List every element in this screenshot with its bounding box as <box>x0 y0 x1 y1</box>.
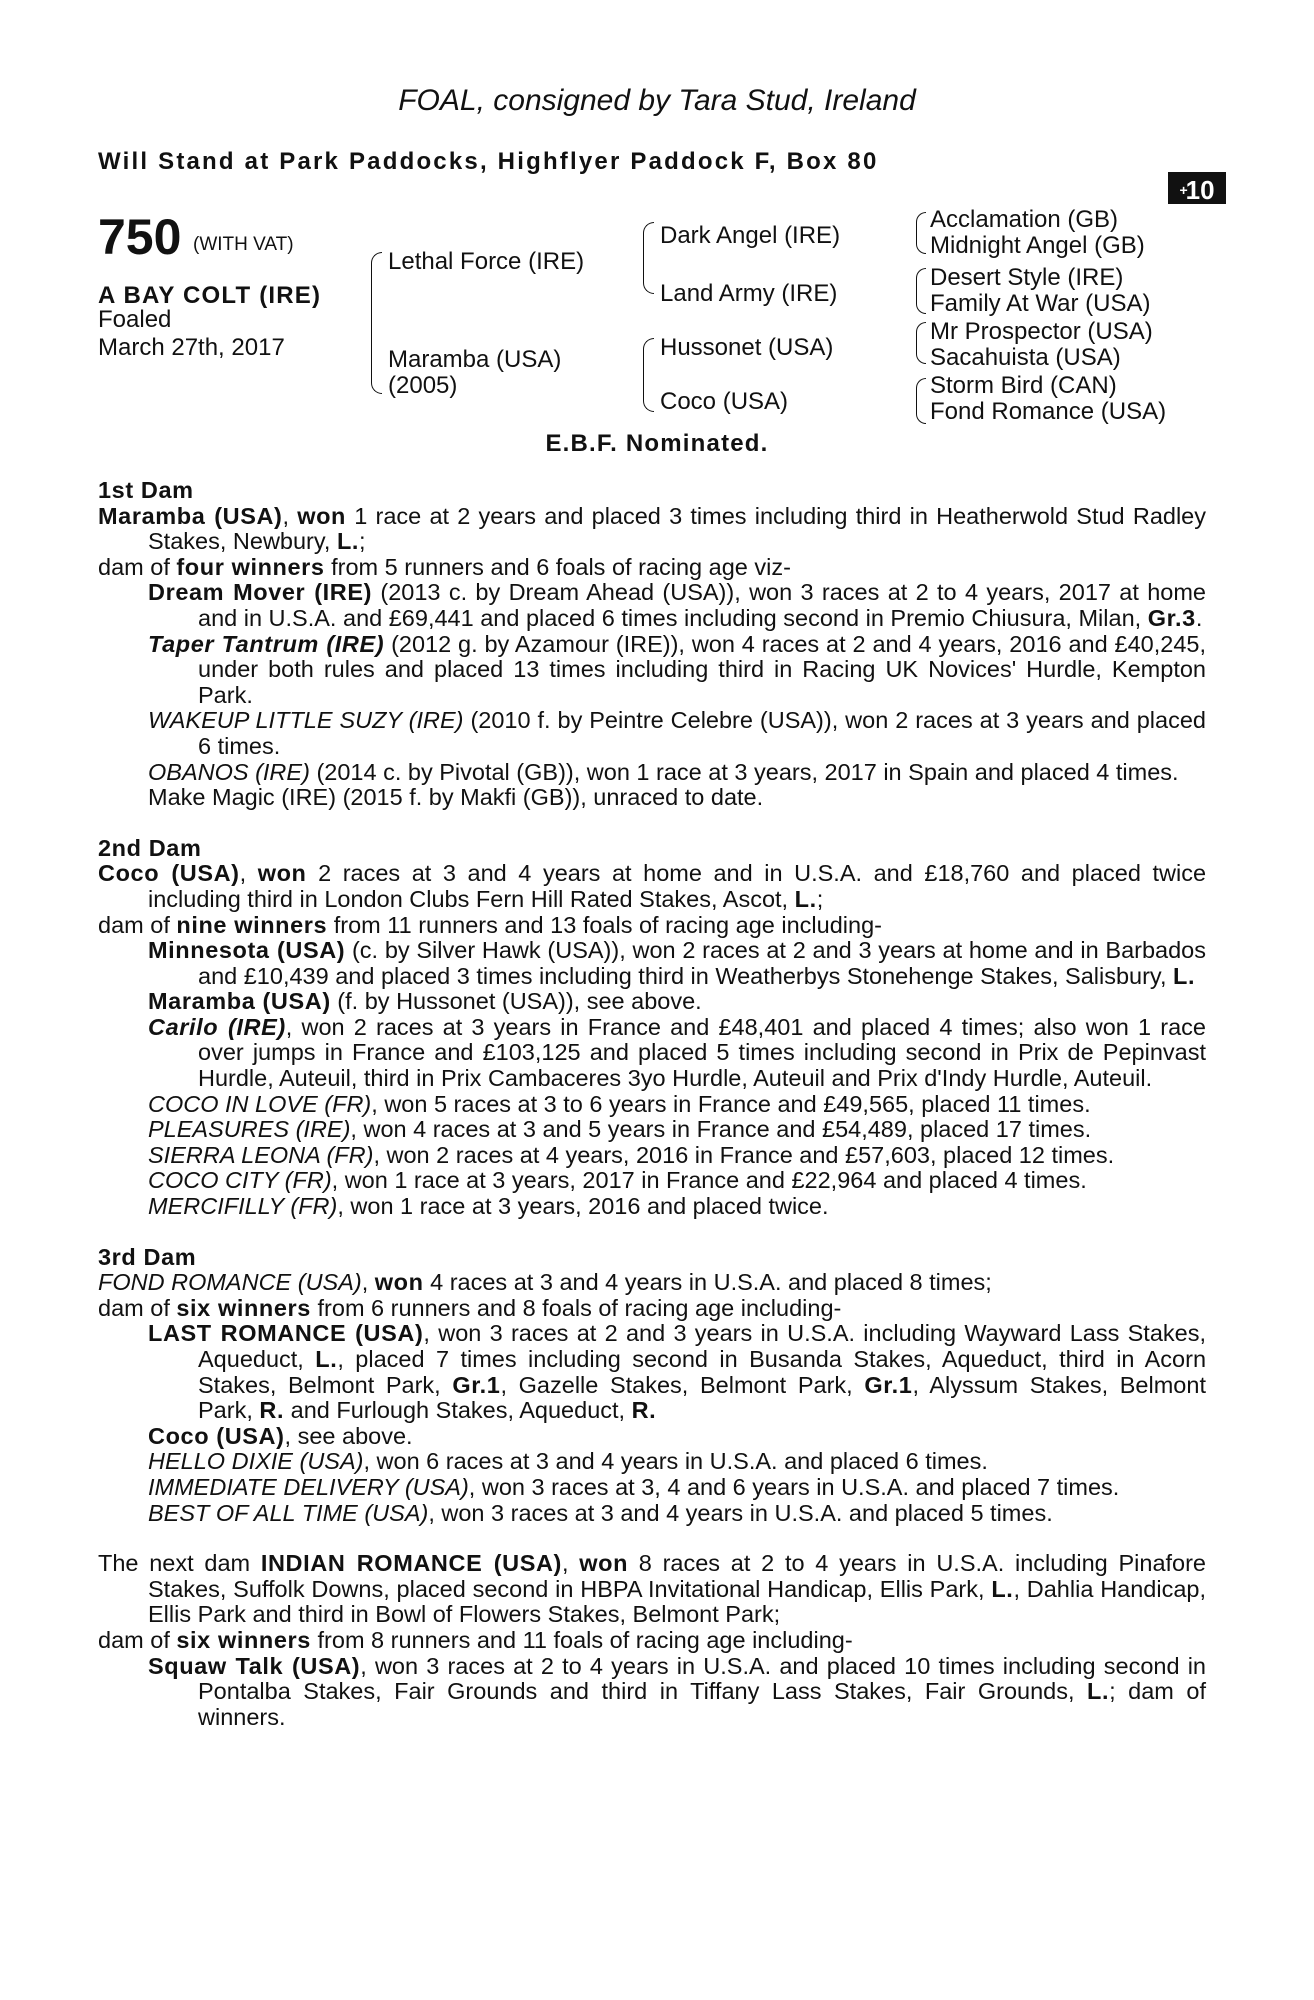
third-dam-of: dam of <box>98 1294 177 1321</box>
progeny-text: (2013 c. by Dream Ahead (USA)), won 3 races at 2 to 4 years, 2017 at home and in U.S.A. and £69,441 and placed 6 times including second in Premio Chiusura, Milan, <box>198 579 1207 631</box>
progeny-name: Dream Mover (IRE) <box>148 579 373 606</box>
first-dam-heading: 1st Dam <box>98 477 194 503</box>
progeny-text: , won 3 races at 3 and 4 years in U.S.A. and placed 5 times. <box>428 1499 1053 1526</box>
vat-note: (WITH VAT) <box>193 234 294 255</box>
next-dam-summary-text: 8 races at 2 to 4 years in U.S.A. including Pinafore Stakes, Suffolk Downs, placed second in HBPA Invitational Handicap, Ellis Park, <box>148 1550 1207 1602</box>
second-dam-progeny-7 <box>148 1168 1206 1194</box>
progeny-text: , see above. <box>284 1422 413 1449</box>
progeny-text: and Furlough Stakes, Aqueduct, <box>284 1397 632 1424</box>
progeny-name: Carilo (IRE) <box>148 1013 286 1040</box>
progeny-text: (2010 f. by Peintre Celebre (USA)), won 2 races at 3 years and placed 6 times. <box>198 707 1206 759</box>
progeny-listed: L. <box>1173 962 1196 989</box>
progeny-name: WAKEUP LITTLE SUZY (IRE) <box>148 707 464 734</box>
progeny-restricted: R. <box>259 1397 285 1424</box>
second-dam-summary-listed: L. <box>794 885 817 912</box>
third-dam-runners: from 6 runners and 8 foals of racing age including- <box>310 1294 842 1321</box>
third-dam-heading: 3rd Dam <box>98 1243 197 1270</box>
progeny-text: , won 5 races at 3 to 6 years in France and £49,565, placed 11 times. <box>371 1090 1091 1117</box>
second-dam-progeny-3 <box>148 1015 1206 1092</box>
next-dam-of: dam of <box>98 1626 177 1653</box>
first-dam-produce-line <box>98 555 1206 581</box>
progeny-text: , Gazelle Stakes, Belmont Park, <box>500 1371 865 1398</box>
first-dam-of: dam of <box>98 553 177 580</box>
progeny-text: (c. by Silver Hawk (USA)), won 2 races at 2 and 3 years at home and in Barbados and £10,439 and placed 3 times including third in Weatherbys Stonehenge Stakes, Salisbury, <box>198 937 1206 989</box>
second-dam-winners: nine winners <box>176 911 328 938</box>
third-dam-summary: FOND ROMANCE (USA), won 4 races at 3 and 4 years in U.S.A. and placed 8 times; <box>98 1269 992 1296</box>
progeny-name: COCO CITY (FR) <box>148 1167 332 1194</box>
pedigree-dam-year: (2005) <box>388 372 458 399</box>
next-dam-name: INDIAN ROMANCE (USA) <box>260 1550 562 1577</box>
second-dam-summary-end: ; <box>816 885 824 912</box>
progeny-text: , won 1 race at 3 years, 2016 and placed twice. <box>337 1193 829 1220</box>
first-dam-won: won <box>297 502 347 529</box>
pedigree-dam-sire: Hussonet (USA) <box>660 334 834 361</box>
first-dam-summary-text: 1 race at 2 years and placed 3 times including third in Heatherwold Stud Radley Stakes, Newbury, <box>148 502 1206 555</box>
progeny-name: Squaw Talk (USA) <box>148 1652 361 1679</box>
next-dam-intro: The next dam <box>98 1550 261 1577</box>
next-dam-runners: from 8 runners and 11 foals of racing age including- <box>310 1626 853 1653</box>
progeny-name: IMMEDIATE DELIVERY (USA) <box>148 1473 469 1500</box>
third-dam-produce-line <box>98 1296 1206 1322</box>
next-dam-summary: The next dam INDIAN ROMANCE (USA), won 8 races at 2 to 4 years in U.S.A. including Pinafore Stakes, Suffolk Downs, placed second in HBPA Invitational Handicap, Ellis Park, L., Dahlia Handicap, Ellis Park and third in Bowl of Flowers Stakes, Belmont Park; <box>98 1550 1207 1628</box>
progeny-listed: L. <box>1087 1678 1110 1705</box>
consignor-line: FOAL, consigned by Tara Stud, Ireland <box>398 84 916 117</box>
pedigree-dam-dam: Coco (USA) <box>660 388 789 415</box>
pedigree-dam: Maramba (USA) <box>388 346 562 373</box>
second-dam-progeny-4 <box>148 1092 1206 1118</box>
pedigree-bracket-ds <box>916 322 926 364</box>
third-dam-progeny-3 <box>148 1449 1206 1475</box>
first-dam-progeny-4 <box>148 760 1206 786</box>
second-dam-name: Coco (USA) <box>98 860 240 887</box>
second-dam-progeny-2 <box>148 989 1206 1015</box>
progeny-text: , placed 7 times including second in Busanda Stakes, Aqueduct, third in Acorn Stakes, Belmont Park, <box>198 1346 1207 1398</box>
second-dam-of: dam of <box>98 911 177 938</box>
first-dam-runners: from 5 runners and 6 foals of racing age viz- <box>324 553 791 580</box>
catalogue-body <box>98 478 1206 1730</box>
progeny-restricted: R. <box>631 1397 657 1424</box>
progeny-end: ; dam of winners. <box>198 1678 1206 1730</box>
progeny-grade: Gr.1 <box>864 1371 913 1398</box>
progeny-text: , Alyssum Stakes, Belmont Park, <box>198 1371 1206 1424</box>
first-dam-progeny-5: Make Magic (IRE) (2015 f. by Makfi (GB)), unraced to date. <box>148 784 764 811</box>
progeny-name: SIERRA LEONA (FR) <box>148 1141 374 1168</box>
progeny-text: , won 2 races at 3 years in France and £48,401 and placed 4 times; also won 1 race over jumps in France and £103,125 and placed 5 times including second in Prix de Pepinvast Hurdle, Auteuil, third in Prix Cambaceres 3yo Hurdle, Auteuil and Prix d'Indy Hurdle, Auteuil. <box>198 1013 1206 1092</box>
progeny-text: , won 6 races at 3 and 4 years in U.S.A. and placed 6 times. <box>363 1448 988 1475</box>
progeny-grade: Gr.1 <box>452 1371 501 1398</box>
foaled-label: Foaled <box>98 306 172 333</box>
pedigree-ssd: Midnight Angel (GB) <box>930 232 1145 259</box>
pedigree-bracket-ss <box>916 212 926 254</box>
first-dam-progeny-1 <box>148 580 1206 631</box>
second-dam-summary-text: 2 races at 3 and 4 years at home and in U.S.A. and £18,760 and placed twice including third in London Clubs Fern Hill Rated Stakes, Ascot, <box>148 860 1207 912</box>
pedigree-dss: Mr Prospector (USA) <box>930 318 1153 345</box>
progeny-name: Maramba (USA) <box>148 988 331 1015</box>
badge-number: 10 <box>1185 175 1215 205</box>
stand-location: Will Stand at Park Paddocks, Highflyer Paddock F, Box 80 <box>98 148 879 175</box>
pedigree-sss: Acclamation (GB) <box>930 206 1119 233</box>
progeny-name: LAST ROMANCE (USA) <box>148 1320 424 1347</box>
next-dam-progeny-1 <box>148 1654 1206 1731</box>
third-dam-progeny-5 <box>148 1501 1206 1527</box>
third-dam-progeny-1 <box>148 1321 1206 1423</box>
second-dam-progeny-8 <box>148 1194 1206 1220</box>
progeny-text: (f. by Hussonet (USA)), see above. <box>330 988 702 1015</box>
colt-description: A BAY COLT (IRE) <box>98 282 322 309</box>
progeny-name: OBANOS (IRE) <box>148 758 310 785</box>
first-dam-progeny-2 <box>148 632 1206 709</box>
pedigree-sire: Lethal Force (IRE) <box>388 248 585 275</box>
pedigree-bracket-main <box>371 252 382 394</box>
first-dam-summary-listed: L. <box>336 528 360 555</box>
pedigree-bracket-sd <box>916 268 926 314</box>
third-dam-summary-text: 4 races at 3 and 4 years in U.S.A. and placed 8 times; <box>423 1269 992 1296</box>
second-dam-progeny-6 <box>148 1143 1206 1169</box>
second-dam-progeny-5 <box>148 1117 1206 1143</box>
progeny-text: , won 2 races at 4 years, 2016 in France and £57,603, placed 12 times. <box>373 1141 1115 1168</box>
progeny-name: COCO IN LOVE (FR) <box>148 1090 372 1117</box>
progeny-end: . <box>1195 604 1203 631</box>
second-dam-summary: Coco (USA), won 2 races at 3 and 4 years at home and in U.S.A. and £18,760 and placed twice including third in London Clubs Fern Hill Rated Stakes, Ascot, L.; <box>98 860 1207 912</box>
first-dam-progeny-3 <box>148 708 1206 759</box>
first-dam-summary-end: ; <box>359 528 366 555</box>
pedigree-sire-sire: Dark Angel (IRE) <box>660 222 841 249</box>
pedigree-bracket-sire <box>643 222 654 294</box>
lot-badge <box>1168 172 1226 204</box>
pedigree-ddd: Fond Romance (USA) <box>930 398 1167 425</box>
third-dam-progeny-4 <box>148 1475 1206 1501</box>
pedigree-sdd: Family At War (USA) <box>930 290 1151 317</box>
first-dam-winners: four winners <box>176 553 325 580</box>
pedigree-dds: Storm Bird (CAN) <box>930 372 1117 399</box>
third-dam-won: won <box>374 1269 424 1296</box>
progeny-listed: L. <box>315 1346 338 1372</box>
progeny-grade: Gr.3 <box>1147 604 1196 631</box>
next-dam-won: won <box>579 1550 629 1577</box>
progeny-text: , won 3 races at 2 and 3 years in U.S.A. including Wayward Lass Stakes, Aqueduct, <box>198 1320 1206 1372</box>
progeny-text: , won 4 races at 3 and 5 years in France and £54,489, placed 17 times. <box>350 1116 1092 1143</box>
second-dam-progeny-1 <box>148 938 1206 989</box>
second-dam-won: won <box>257 860 307 887</box>
second-dam-heading: 2nd Dam <box>98 834 202 861</box>
second-dam-runners: from 11 runners and 13 foals of racing age including- <box>327 911 882 938</box>
progeny-text: , won 3 races at 2 to 4 years in U.S.A. and placed 10 times including second in Pontalba Stakes, Fair Grounds and third in Tiffany Lass Stakes, Fair Grounds, <box>198 1652 1206 1705</box>
pedigree-bracket-dam <box>643 338 654 412</box>
pedigree-sds: Desert Style (IRE) <box>930 264 1124 291</box>
first-dam-summary: Maramba (USA), won 1 race at 2 years and placed 3 times including third in Heatherwold Stud Radley Stakes, Newbury, L.; <box>98 502 1206 555</box>
next-dam-winners: six winners <box>176 1626 311 1653</box>
progeny-name: Taper Tantrum (IRE) <box>148 630 385 657</box>
third-dam-name: FOND ROMANCE (USA) <box>98 1269 362 1296</box>
third-dam-progeny-2 <box>148 1424 1206 1450</box>
pedigree-sire-dam: Land Army (IRE) <box>660 280 838 307</box>
progeny-name: Minnesota (USA) <box>148 937 346 964</box>
lot-number: 750 <box>98 209 182 265</box>
progeny-text: , won 3 races at 3, 4 and 6 years in U.S.A. and placed 7 times. <box>468 1473 1120 1500</box>
progeny-text: (2012 g. by Azamour (IRE)), won 4 races at 2 and 4 years, 2016 and £40,245, under both rules and placed 13 times including third in Racing UK Novices' Hurdle, Kempton Park. <box>198 630 1206 708</box>
next-dam-produce-line <box>98 1628 1206 1654</box>
pedigree-bracket-dd <box>916 378 926 424</box>
progeny-name: HELLO DIXIE (USA) <box>148 1448 364 1475</box>
first-dam-name: Maramba (USA) <box>98 502 283 529</box>
progeny-text: , won 1 race at 3 years, 2017 in France and £22,964 and placed 4 times. <box>331 1167 1087 1194</box>
next-dam-listed: L. <box>991 1575 1014 1602</box>
foaled-date: March 27th, 2017 <box>98 334 285 361</box>
pedigree-dsd: Sacahuista (USA) <box>930 344 1121 371</box>
progeny-name: BEST OF ALL TIME (USA) <box>148 1499 429 1526</box>
progeny-name: PLEASURES (IRE) <box>148 1116 351 1143</box>
progeny-text: (2014 c. by Pivotal (GB)), won 1 race at 3 years, 2017 in Spain and placed 4 times. <box>309 758 1179 785</box>
ebf-nominated: E.B.F. Nominated. <box>545 430 769 457</box>
badge-mark: + <box>1179 182 1188 198</box>
progeny-name: MERCIFILLY (FR) <box>148 1193 338 1220</box>
progeny-name: Coco (USA) <box>148 1422 285 1449</box>
next-dam-summary-text-2: , Dahlia Handicap, Ellis Park and third in Bowl of Flowers Stakes, Belmont Park; <box>148 1575 1207 1628</box>
second-dam-produce-line <box>98 913 1206 939</box>
third-dam-winners: six winners <box>176 1294 311 1321</box>
